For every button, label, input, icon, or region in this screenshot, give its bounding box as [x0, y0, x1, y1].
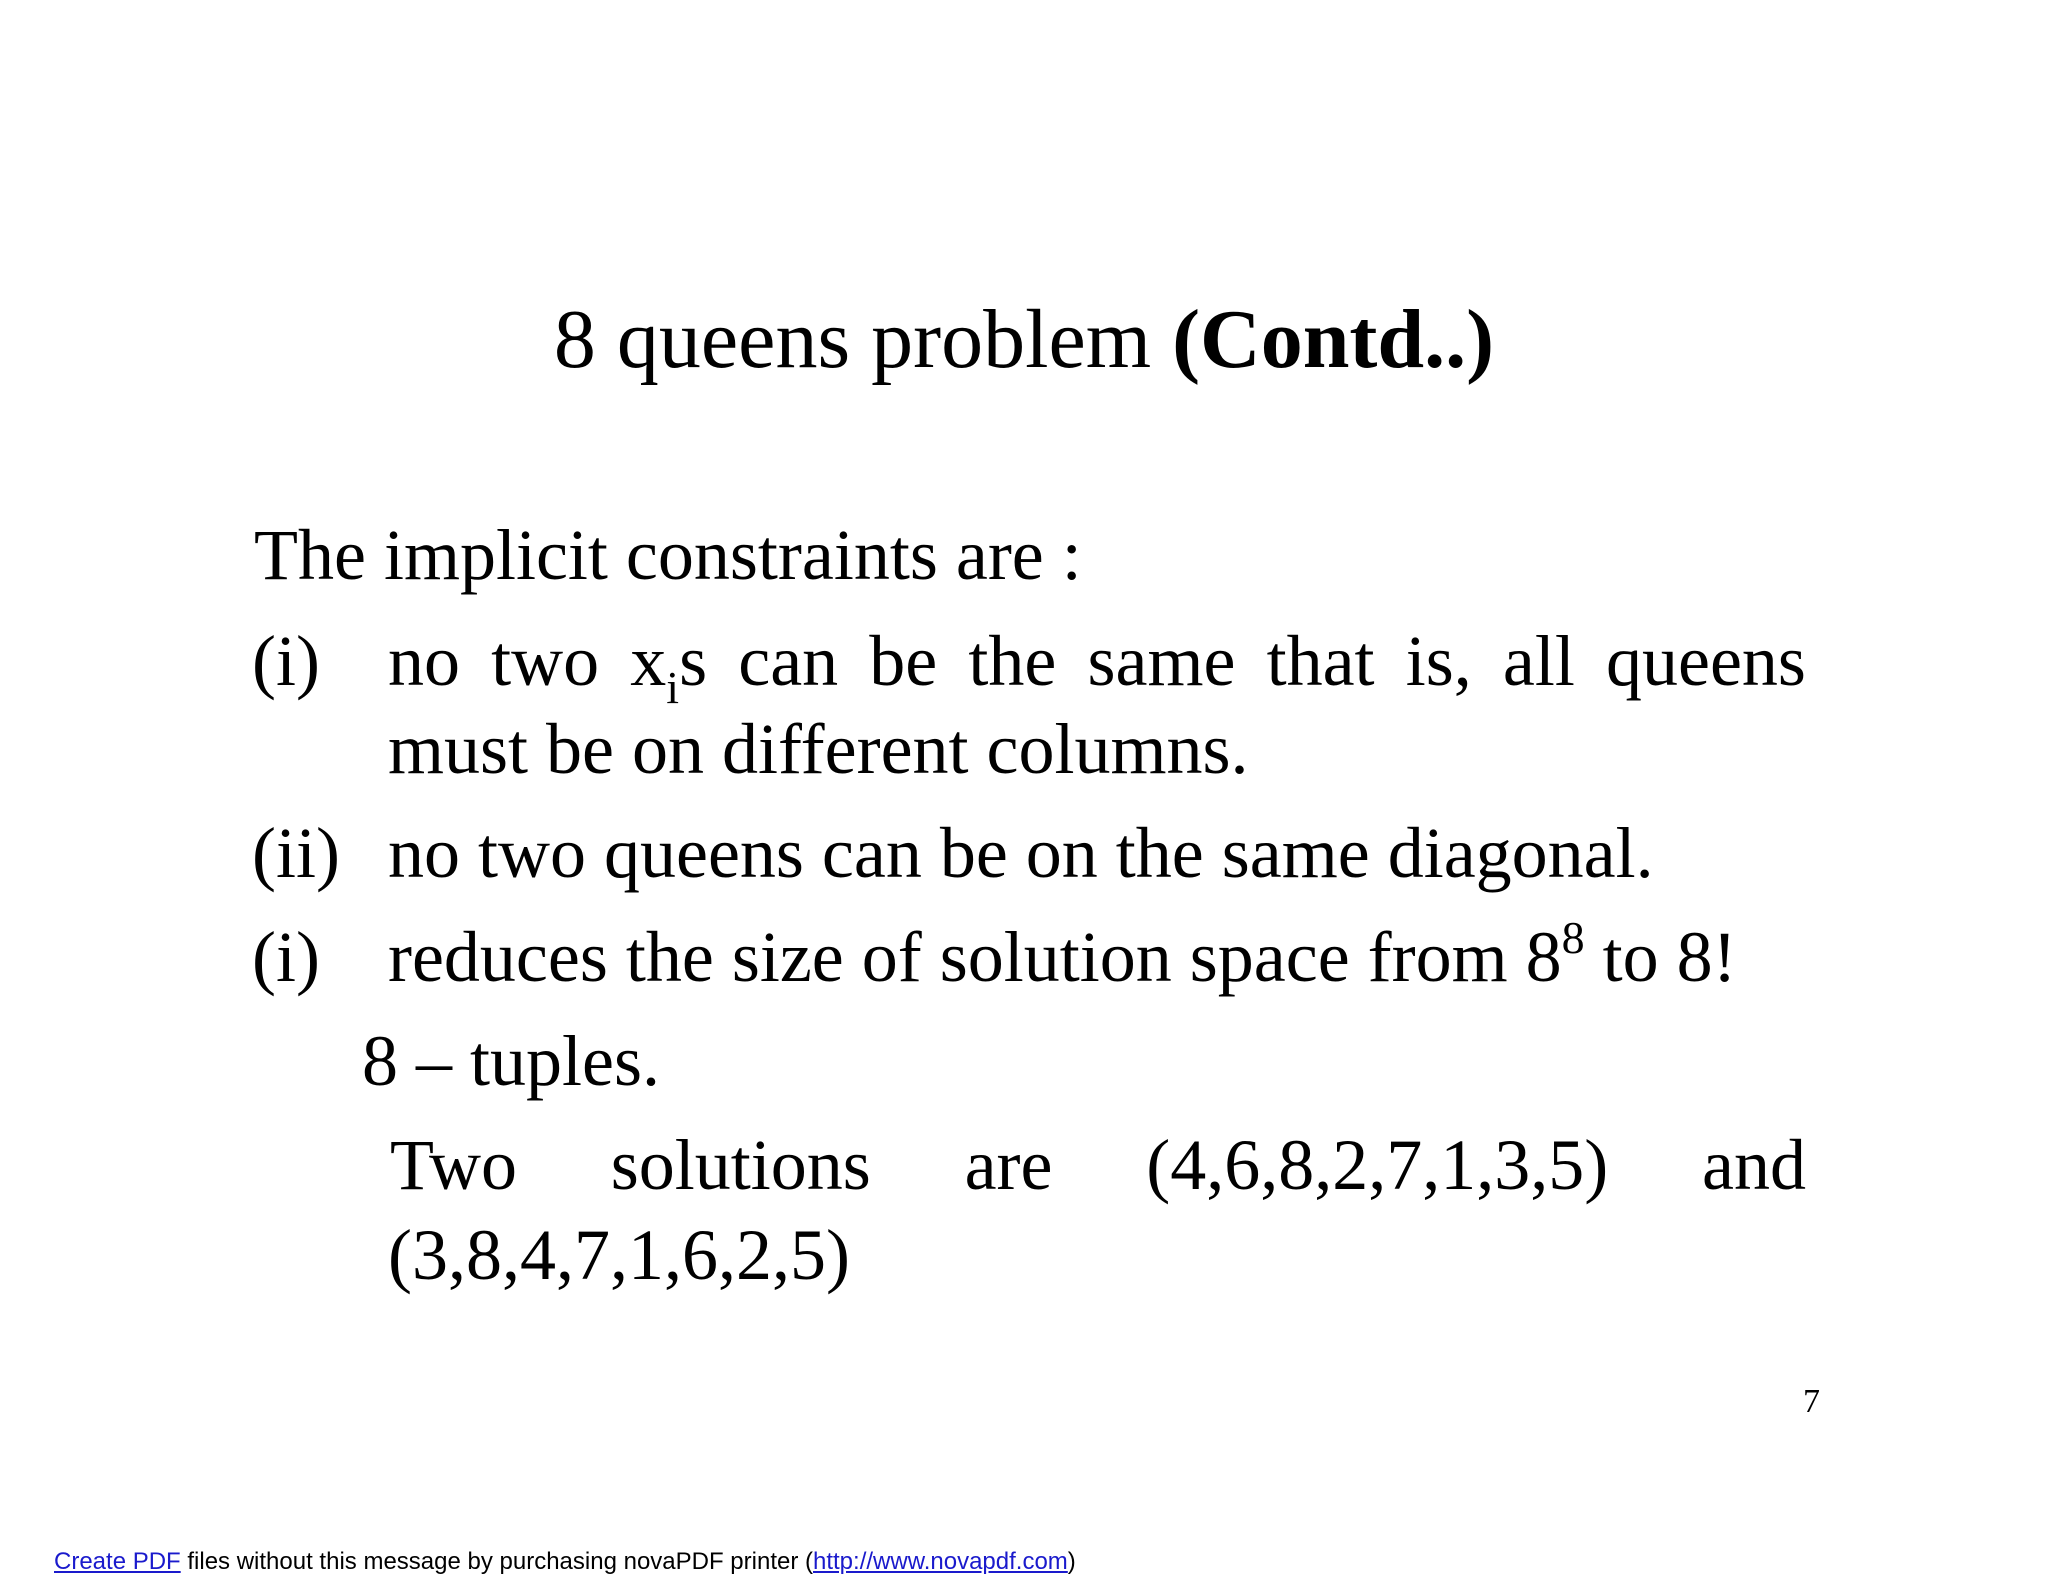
word: are	[964, 1125, 1053, 1205]
page-number: 7	[1803, 1383, 1820, 1420]
word: and	[1701, 1125, 1806, 1205]
word: that	[1266, 621, 1375, 701]
word: is,	[1405, 621, 1472, 701]
item-3-label: (i)	[252, 917, 320, 997]
superscript-8: 8	[1561, 912, 1585, 963]
item-1-line-1	[388, 618, 1806, 713]
title-text: 8 queens problem	[553, 293, 1173, 386]
solution-1: (4,6,8,2,7,1,3,5)	[1146, 1125, 1609, 1205]
create-pdf-link[interactable]: Create PDF	[54, 1548, 181, 1575]
word: two	[491, 621, 600, 701]
word: solutions	[610, 1125, 871, 1205]
footer-end: )	[1067, 1548, 1076, 1575]
footer-message	[54, 1547, 1076, 1577]
word: all	[1502, 621, 1575, 701]
solutions-line-1	[390, 1122, 1806, 1208]
word: queens	[1605, 621, 1806, 701]
title-contd: (Contd..)	[1172, 293, 1495, 386]
word: be	[869, 621, 938, 701]
constraints-intro: The implicit constraints are :	[254, 515, 1082, 595]
solution-2: (3,8,4,7,1,6,2,5)	[388, 1215, 850, 1295]
word-xis: $x_is$	[630, 621, 708, 713]
item-3-text: reduces the size of solution space from $8^8$ to 8!	[388, 912, 1737, 997]
slide-title	[0, 290, 2048, 390]
word: the	[968, 621, 1057, 701]
word: no	[388, 621, 460, 701]
footer-text: files without this message by purchasing novaPDF printer (	[180, 1548, 813, 1575]
item-2-label: (ii)	[252, 813, 340, 893]
word: can	[738, 621, 839, 701]
item-2-text: no two queens can be on the same diagonal.	[388, 813, 1654, 893]
tuples-text: 8 – tuples.	[362, 1021, 660, 1101]
item-1-line-2: must be on different columns.	[388, 709, 1249, 789]
word: same	[1087, 621, 1236, 701]
item-1-label: (i)	[252, 621, 320, 701]
subscript-i: i	[666, 662, 680, 713]
word: Two	[390, 1125, 517, 1205]
novapdf-link[interactable]: http://www.novapdf.com	[813, 1548, 1068, 1575]
